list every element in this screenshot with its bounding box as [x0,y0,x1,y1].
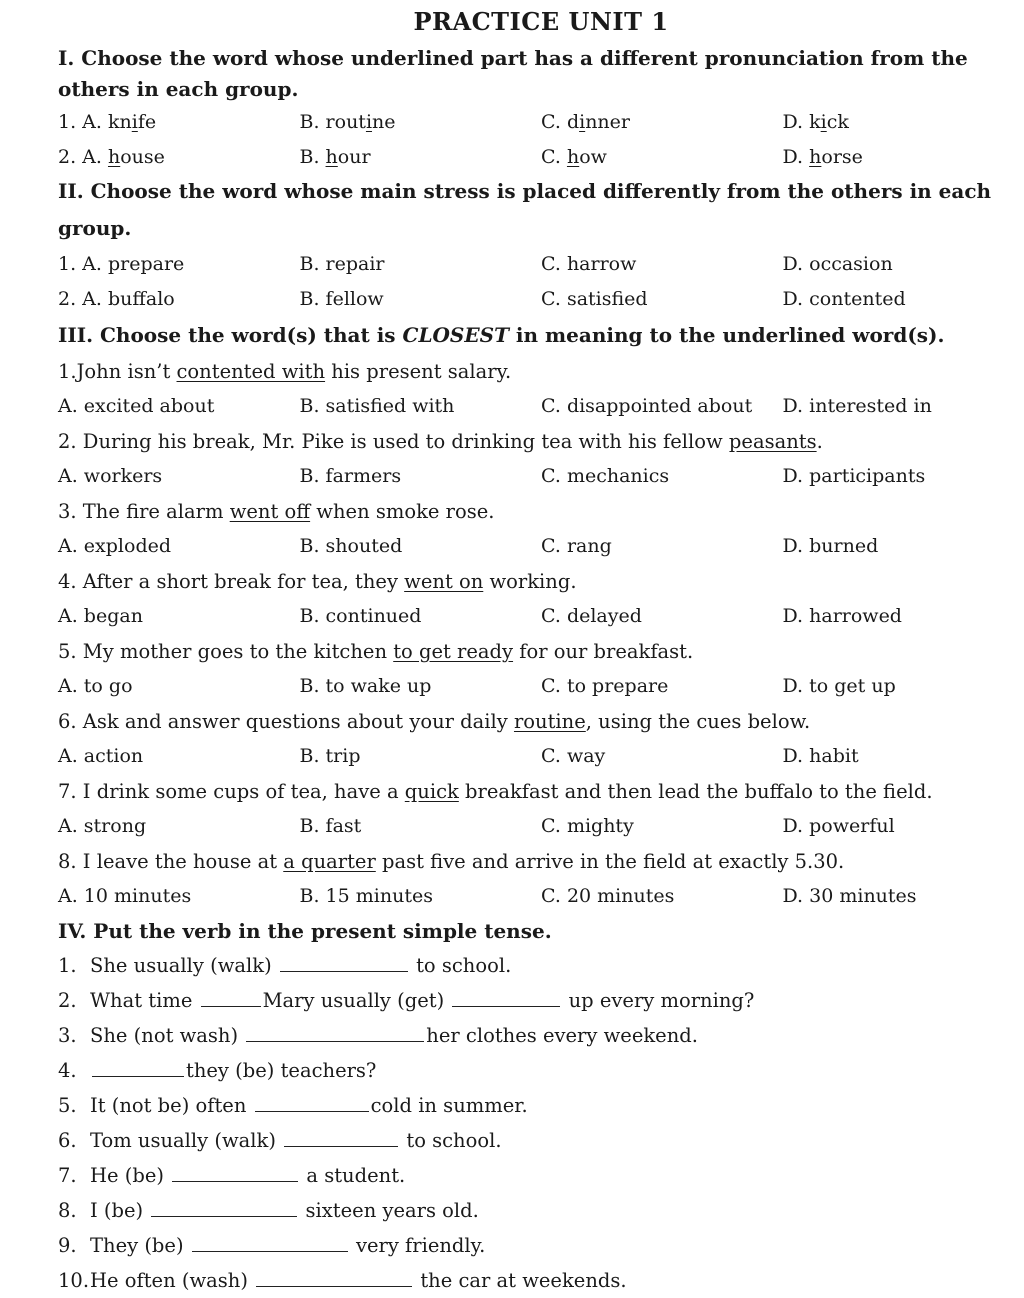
answer-option [783,105,1024,140]
answer-option: D. 30 minutes [783,879,1024,914]
answer-blank[interactable] [92,1054,184,1077]
item-text [90,1193,479,1228]
item-text-a: I (be) [90,1199,149,1222]
item-text [90,1088,528,1123]
answer-options [58,739,1024,774]
answer-option [58,105,300,140]
section-1-questions [58,105,1024,175]
underlined-phrase: to get ready [393,640,513,663]
answer-option: B. 15 minutes [300,879,542,914]
item-text [90,1018,698,1053]
question-text-pre: 8. I leave the house at [58,850,283,873]
fill-in-item [58,1088,1024,1123]
answer-option: D. powerful [783,809,1024,844]
section-3-heading-pre: III. Choose the word(s) that is [58,323,403,347]
answer-option: D. participants [783,459,1024,494]
answer-options [58,669,1024,704]
answer-option: A. strong [58,809,300,844]
item-text-a: They (be) [90,1234,190,1257]
answer-option: D. habit [783,739,1024,774]
answer-blank[interactable] [452,984,560,1007]
option-text-post: ouse [120,146,165,168]
item-text [90,948,511,983]
question-text-post: breakfast and then lead the buffalo to the field. [459,780,933,803]
item-number: 10. [58,1263,90,1298]
question-text-post: for our breakfast. [513,640,693,663]
answer-options [58,529,1024,564]
question-text-post: , using the cues below. [586,710,810,733]
answer-blank[interactable] [246,1019,424,1042]
underlined-phrase: contented with [177,360,326,383]
answer-option: C. rang [541,529,783,564]
item-text-c: up every morning? [562,989,754,1012]
item-text [90,1228,485,1263]
option-text-pre: C. d [541,111,579,133]
answer-option [541,105,783,140]
question-text-pre: 3. The fire alarm [58,500,230,523]
item-number: 4. [58,1053,90,1088]
answer-option: A. exploded [58,529,300,564]
fill-in-item [58,1228,1024,1263]
answer-option: C. delayed [541,599,783,634]
item-number: 3. [58,1018,90,1053]
answer-option: D. burned [783,529,1024,564]
section-1-heading: I. Choose the word whose underlined part has a different pronunciation from the others in each group. [58,43,1018,105]
answer-option: C. way [541,739,783,774]
item-text-b: sixteen years old. [299,1199,478,1222]
option-text-pre: D. [783,146,810,168]
item-text-b: they (be) teachers? [186,1059,376,1082]
answer-blank[interactable] [280,949,408,972]
underlined-part: h [809,146,821,168]
item-text-b: cold in summer. [371,1094,528,1117]
answer-option: A. 10 minutes [58,879,300,914]
question-text [58,774,1024,809]
answer-option: C. disappointed about [541,389,783,424]
answer-option: B. repair [300,247,542,282]
answer-blank[interactable] [192,1229,348,1252]
page-title: PRACTICE UNIT 1 [58,0,1024,43]
answer-option: C. mechanics [541,459,783,494]
question-text-pre: 4. After a short break for tea, they [58,570,404,593]
underlined-phrase: peasants [729,430,817,453]
option-text-post: fe [138,111,156,133]
answer-options [58,459,1024,494]
underlined-part: h [326,146,338,168]
underlined-part: i [132,111,138,133]
item-text-b: to school. [400,1129,501,1152]
item-text [90,983,754,1018]
item-text-a: Tom usually (walk) [90,1129,282,1152]
answer-option: C. to prepare [541,669,783,704]
question-text-post: his present salary. [325,360,511,383]
answer-option: B. to wake up [300,669,542,704]
question-text-pre: 2. During his break, Mr. Pike is used to drinking tea with his fellow [58,430,729,453]
question-text-pre: 7. I drink some cups of tea, have a [58,780,405,803]
section-2-heading: II. Choose the word whose main stress is placed differently from the others in each group. [58,173,1024,247]
item-text-a: What time [90,989,199,1012]
section-3-questions [58,354,1024,914]
item-text-b: to school. [410,954,511,977]
question-text-pre: 5. My mother goes to the kitchen [58,640,393,663]
answer-option: D. occasion [783,247,1024,282]
question-text-post: . [817,430,823,453]
answer-blank[interactable] [284,1124,398,1147]
section-3-heading-post: in meaning to the underlined word(s). [509,323,945,347]
section-4-items [58,948,1024,1298]
answer-option: B. fast [300,809,542,844]
answer-option: B. farmers [300,459,542,494]
option-text-pre: C. [541,146,567,168]
fill-in-item [58,1123,1024,1158]
underlined-part: i [579,111,585,133]
answer-option: A. to go [58,669,300,704]
item-text-b: Mary usually (get) [263,989,451,1012]
item-text [90,1123,502,1158]
answer-blank[interactable] [172,1159,298,1182]
answer-option: C. satisfied [541,282,783,317]
answer-option [300,140,542,175]
answer-option: B. shouted [300,529,542,564]
underlined-phrase: went on [404,570,483,593]
underlined-part: h [108,146,120,168]
answer-option: B. continued [300,599,542,634]
stress-question [58,282,1024,317]
underlined-part: h [567,146,579,168]
answer-option: A. action [58,739,300,774]
item-text [90,1263,627,1298]
answer-option: D. contented [783,282,1024,317]
fill-in-item [58,948,1024,983]
underlined-part: i [366,111,372,133]
item-text-b: a student. [300,1164,405,1187]
question-text-pre: 1.John isn’t [58,360,177,383]
pronunciation-question [58,140,1024,175]
answer-options [58,879,1024,914]
section-2-questions [58,247,1024,317]
answer-option [58,140,300,175]
answer-option [541,140,783,175]
item-text-a: He often (wash) [90,1269,254,1292]
question-text-post: when smoke rose. [310,500,494,523]
option-text-pre: B. rout [300,111,366,133]
item-number: 7. [58,1158,90,1193]
option-text-post: ne [372,111,395,133]
item-number: 9. [58,1228,90,1263]
answer-option: D. to get up [783,669,1024,704]
option-text-pre: D. k [783,111,821,133]
answer-option: D. interested in [783,389,1024,424]
answer-option: B. fellow [300,282,542,317]
answer-options [58,599,1024,634]
underlined-phrase: routine [514,710,586,733]
answer-option: B. satisfied with [300,389,542,424]
question-number: 2. [58,146,82,168]
fill-in-item [58,1193,1024,1228]
answer-blank[interactable] [151,1194,297,1217]
item-text-a: It (not be) often [90,1094,253,1117]
item-text-b: her clothes every weekend. [426,1024,698,1047]
item-text-a: She (not wash) [90,1024,244,1047]
item-number: 5. [58,1088,90,1123]
question-text [58,704,1024,739]
question-text [58,634,1024,669]
answer-option: 1. A. prepare [58,247,300,282]
section-4-heading: IV. Put the verb in the present simple tense. [58,914,1024,948]
answer-option: 2. A. buffalo [58,282,300,317]
answer-option: A. excited about [58,389,300,424]
section-3-heading [58,317,1024,354]
question-text [58,564,1024,599]
pronunciation-question [58,105,1024,140]
item-number: 1. [58,948,90,983]
fill-in-item [58,1263,1024,1298]
underlined-part: i [821,111,827,133]
option-text-pre: B. [300,146,326,168]
fill-in-item [58,1018,1024,1053]
item-text-b: the car at weekends. [414,1269,626,1292]
question-text [58,844,1024,879]
question-text [58,424,1024,459]
answer-option: A. workers [58,459,300,494]
question-text [58,354,1024,389]
answer-option: C. 20 minutes [541,879,783,914]
fill-in-item [58,983,1024,1018]
underlined-phrase: went off [230,500,310,523]
underlined-phrase: a quarter [283,850,376,873]
answer-option: C. mighty [541,809,783,844]
answer-options [58,389,1024,424]
item-text [90,1158,405,1193]
question-text [58,494,1024,529]
item-text-a: He (be) [90,1164,170,1187]
question-number: 1. [58,111,82,133]
option-text-pre: A. kn [82,111,132,133]
answer-option [783,140,1024,175]
option-text-post: ck [827,111,849,133]
option-text-post: ow [579,146,607,168]
answer-option [300,105,542,140]
item-number: 8. [58,1193,90,1228]
fill-in-item [58,1053,1024,1088]
item-number: 2. [58,983,90,1018]
item-text [90,1053,376,1088]
answer-options [58,809,1024,844]
question-text-post: past five and arrive in the field at exactly 5.30. [376,850,844,873]
item-number: 6. [58,1123,90,1158]
section-3-heading-emphasis: CLOSEST [403,323,509,347]
question-text-post: working. [483,570,576,593]
underlined-phrase: quick [405,780,459,803]
option-text-post: our [338,146,371,168]
question-text-pre: 6. Ask and answer questions about your daily [58,710,514,733]
answer-blank[interactable] [255,1089,369,1112]
option-text-post: nner [585,111,630,133]
answer-option: A. began [58,599,300,634]
item-text-a: She usually (walk) [90,954,278,977]
option-text-pre: A. [82,146,108,168]
answer-blank[interactable] [256,1264,412,1287]
answer-option: B. trip [300,739,542,774]
item-text-b: very friendly. [350,1234,486,1257]
answer-option: D. harrowed [783,599,1024,634]
answer-option: C. harrow [541,247,783,282]
answer-blank[interactable] [201,984,261,1007]
option-text-post: orse [821,146,863,168]
stress-question [58,247,1024,282]
fill-in-item [58,1158,1024,1193]
